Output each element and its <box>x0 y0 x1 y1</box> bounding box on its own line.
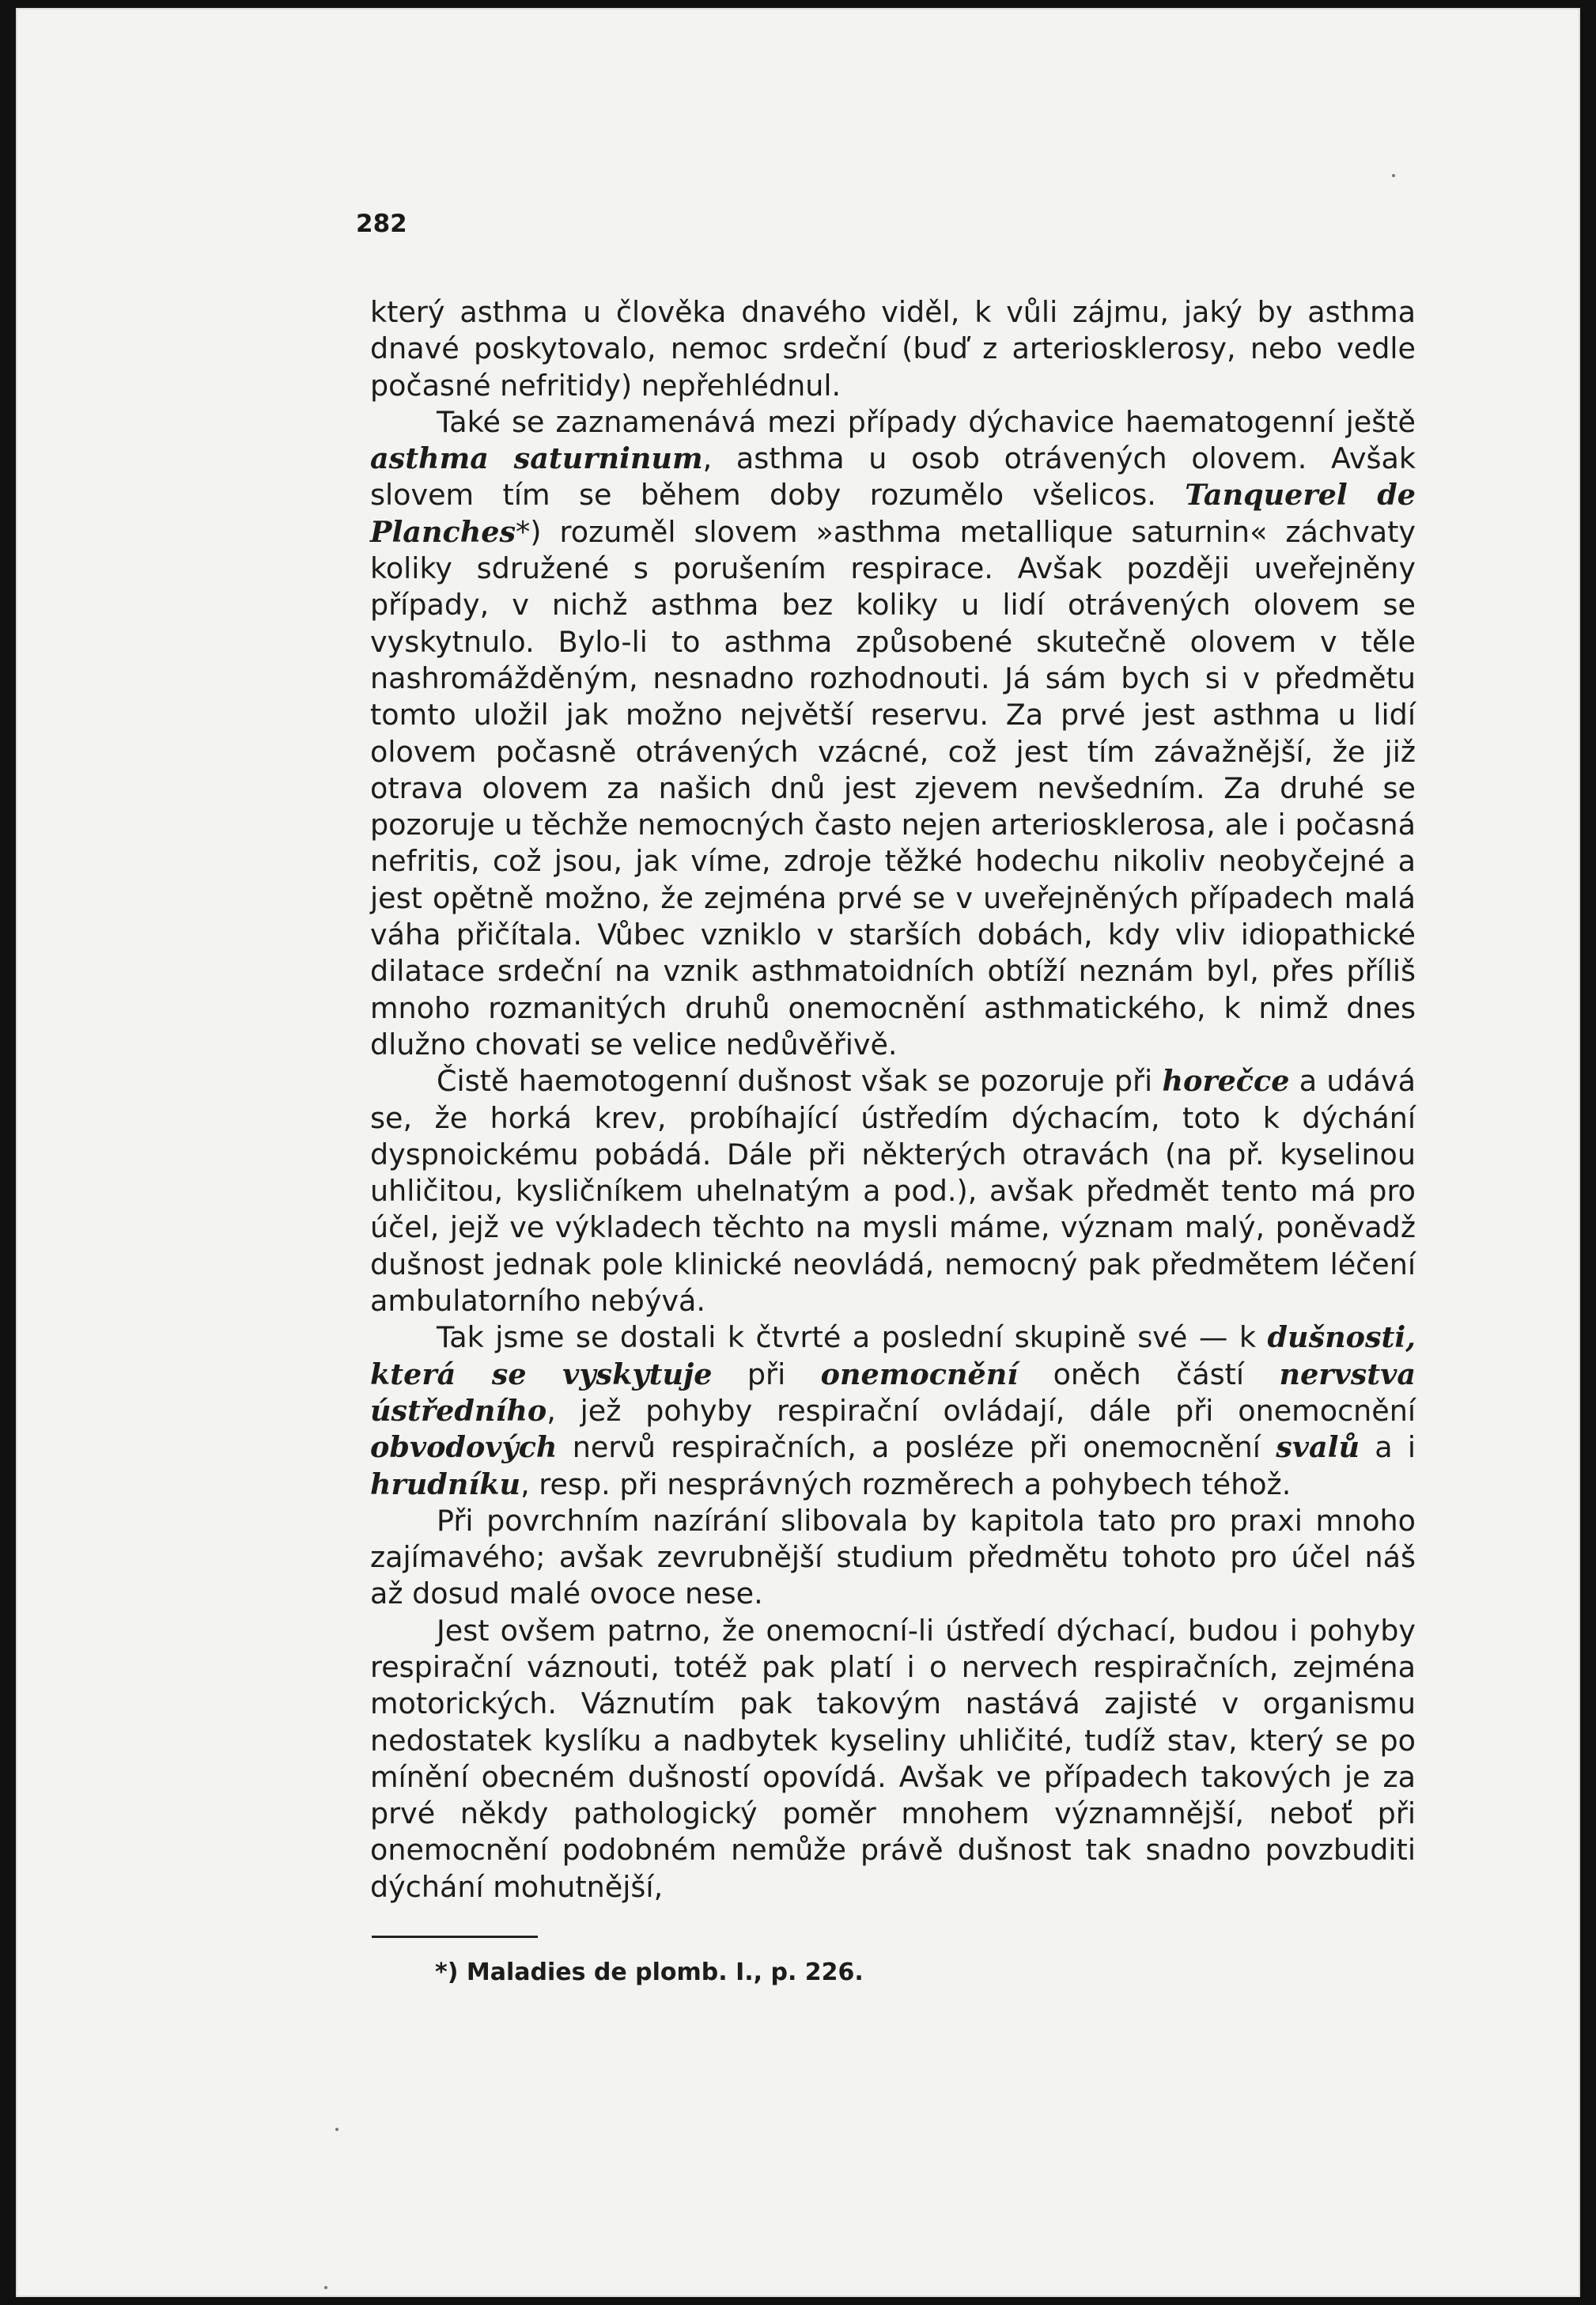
text-run: , jež pohyby respirační ovládají, dále při onemocnění <box>546 1393 1416 1428</box>
page-number: 282 <box>356 210 407 238</box>
body-paragraph <box>370 1503 1416 1613</box>
book-page <box>16 8 1580 2297</box>
main-text <box>370 294 1416 1906</box>
emphasized-text: obvodových <box>370 1430 558 1465</box>
text-run: , asthma u osob otrávených olovem. Avšak slovem tím se během doby rozumělo všelicos. <box>370 441 1416 513</box>
emphasized-text: dušnosti, která se vyskytuje <box>370 1320 1416 1391</box>
text-run: nervů respiračních, a posléze při onemocnění <box>557 1430 1276 1465</box>
text-run: Čistě haemotogenní dušnost však se pozoruje při <box>437 1064 1163 1099</box>
body-paragraph <box>370 1063 1416 1319</box>
text-run: Při povrchním nazírání slibovala by kapitola tato pro praxi mnoho zajímavého; avšak zevrubnější studium předmětu tohoto pro účel náš až dosud malé ovoce nese. <box>370 1503 1416 1611</box>
text-run: Také se zaznamenává mezi případy dýchavice haematogenní ještě <box>437 404 1416 439</box>
paper-speck <box>335 2128 338 2131</box>
text-run: při <box>712 1357 821 1391</box>
text-run: a udává se, že horká krev, probíhající ústředím dýchacím, toto k dýchání dyspnoickému pobádá. Dále při některých otravách (na př. kyselinou uhličitou, kysličníkem uhelnatým a pod.), avšak předmět tento má pro účel, jejž ve výkladech těchto na mysli máme, význam malý, poněvadž dušnost jednak pole klinické neovládá, nemocný pak předmětem léčení ambulatorního nebývá. <box>370 1064 1416 1319</box>
emphasized-text: asthma saturninum <box>370 441 703 476</box>
text-run: a i <box>1360 1430 1416 1465</box>
emphasized-text: hrudníku <box>370 1467 521 1501</box>
emphasized-text: nervstva ústředního <box>370 1357 1416 1428</box>
paper-speck <box>1392 174 1395 177</box>
body-paragraph <box>370 294 1416 404</box>
text-run: který asthma u člověka dnavého viděl, k vůli zájmu, jaký by asthma dnavé poskytovalo, nemoc srdeční (buď z arteriosklerosy, nebo vedle počasné nefritidy) nepřehlédnul. <box>370 295 1416 403</box>
text-run: Tak jsme se dostali k čtvrté a poslední skupině své — k <box>437 1320 1268 1355</box>
emphasized-text: Tanquerel de Planches <box>370 478 1416 549</box>
body-paragraph <box>370 404 1416 1063</box>
body-paragraph <box>370 1319 1416 1502</box>
footnote-rule <box>372 1936 538 1938</box>
text-run: oněch částí <box>1018 1357 1280 1391</box>
footnote: *) Maladies de plomb. I., p. 226. <box>435 1959 864 1986</box>
emphasized-text: horečce <box>1162 1064 1290 1099</box>
paper-speck <box>324 2286 327 2289</box>
body-paragraph <box>370 1613 1416 1906</box>
emphasized-text: onemocnění <box>820 1357 1019 1391</box>
emphasized-text: svalů <box>1276 1430 1360 1465</box>
text-run: , resp. při nesprávných rozměrech a pohybech téhož. <box>520 1467 1292 1501</box>
text-run: *) rozuměl slovem »asthma metallique saturnin« záchvaty koliky sdružené s porušením respirace. Avšak později uveřejněny případy, v nichž asthma bez koliky u lidí otrávených olovem se vyskytnulo. Bylo-li to asthma způsobené skutečně olovem v těle nashromážděným, nesnadno rozhodnouti. Já sám bych si v předmětu tomto uložil jak možno největší reservu. Za prvé jest asthma u lidí olovem počasně otrávených vzácné, což jest tím závažnější, že již otrava olovem za našich dnů jest zjevem nevšedním. Za druhé se pozoruje u těchže nemocných často nejen arteriosklerosa, ale i počasná nefritis, což jsou, jak víme, zdroje těžké hodechu nikoliv neobyčejné a jest opětně možno, že zejména prvé se v uveřejněných případech malá váha přičítala. Vůbec vzniklo v starších dobách, kdy vliv idiopathické dilatace srdeční na vznik asthmatoidních obtíží neznám byl, přes příliš mnoho rozmanitých druhů onemocnění asthmatického, k nimž dnes dlužno chovati se velice nedůvěřivě. <box>370 514 1416 1062</box>
text-run: Jest ovšem patrno, že onemocní-li ústředí dýchací, budou i pohyby respirační váznouti, totéž pak platí i o nervech respiračních, zejména motorických. Váznutím pak takovým nastává zajisté v organismu nedostatek kyslíku a nadbytek kyseliny uhličité, tudíž stav, který se po mínění obecném dušností opovídá. Avšak ve případech takových je za prvé někdy pathologický poměr mnohem významnější, neboť při onemocnění podobném nemůže právě dušnost tak snadno povzbuditi dýchání mohutnější, <box>370 1613 1416 1904</box>
